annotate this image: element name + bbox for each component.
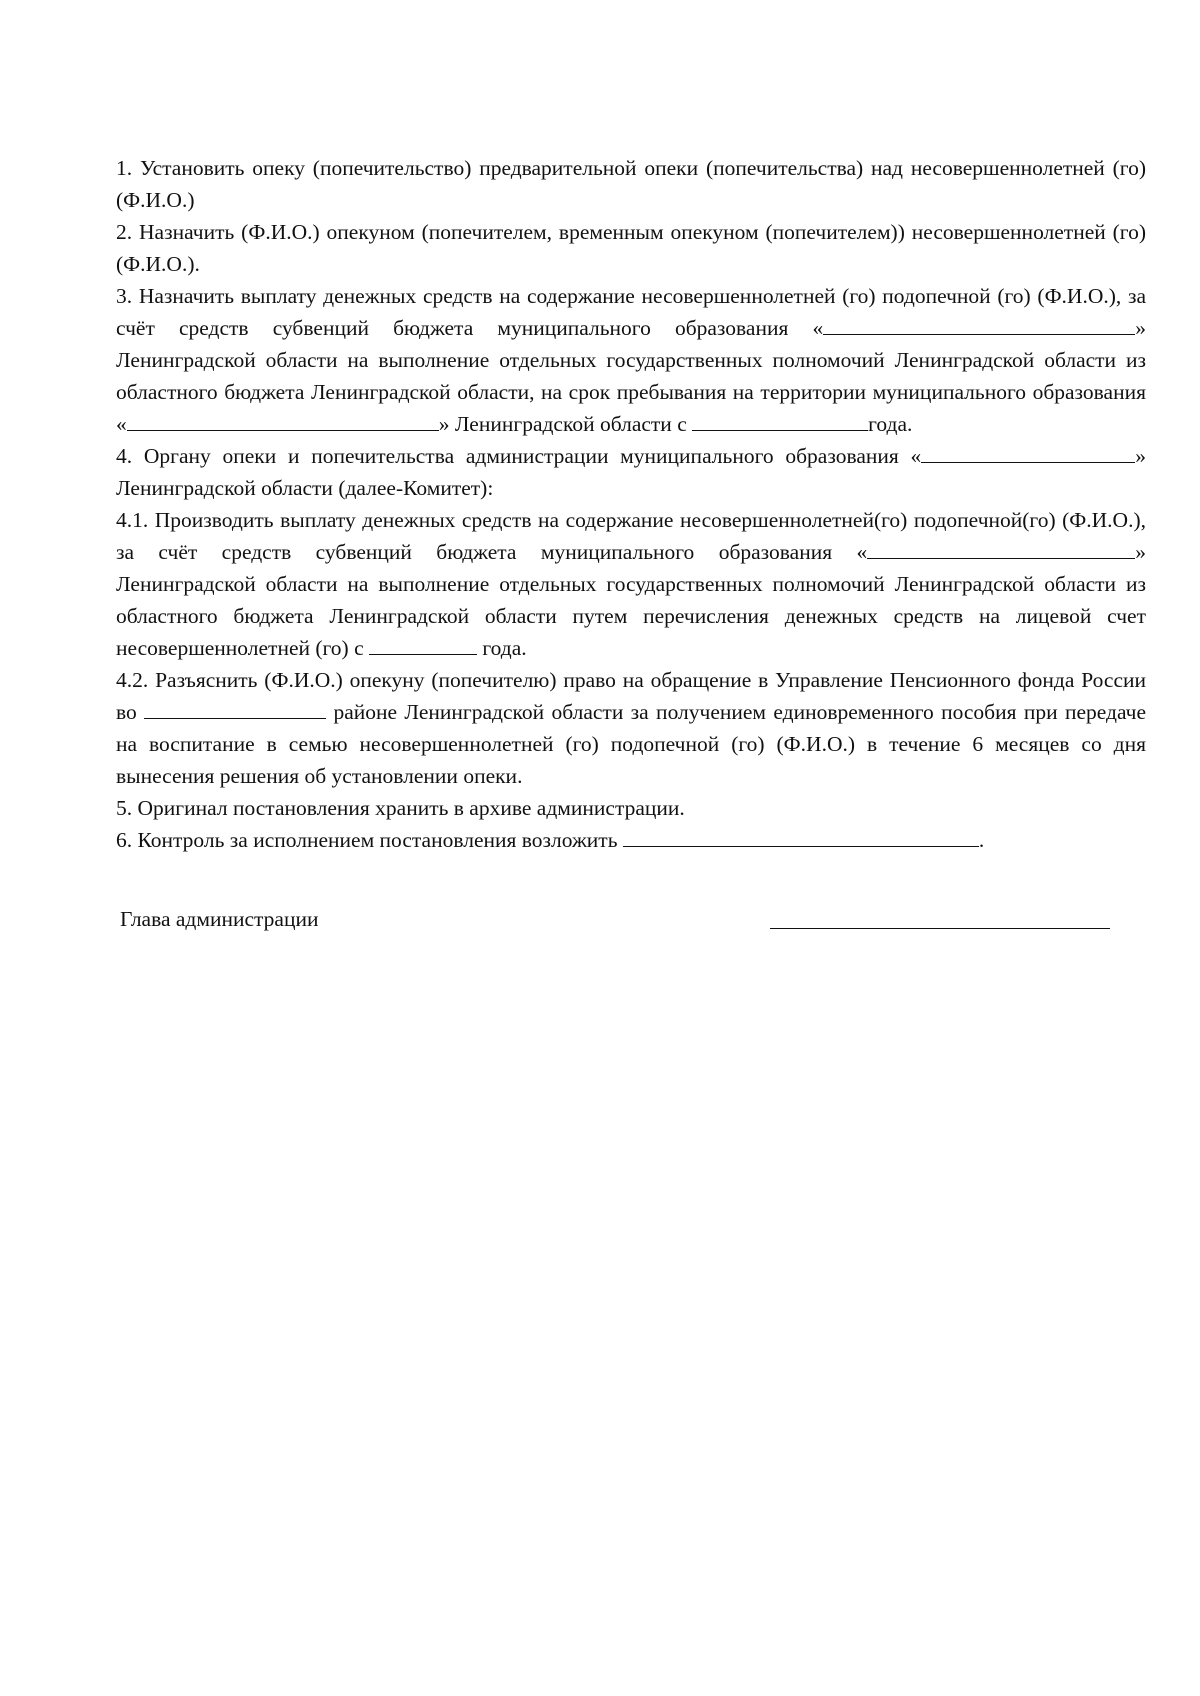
municipality-name-blank-2	[127, 409, 439, 431]
municipality-name-blank-1	[823, 313, 1135, 335]
signature-line	[770, 928, 1110, 929]
signature-label: Глава администрации	[120, 907, 319, 931]
item-4-1	[116, 504, 1146, 664]
item-3-text-c: » Ленинградской области с	[438, 412, 693, 436]
item-5	[116, 792, 1146, 824]
item-5-text: 5. Оригинал постановления хранить в архиве администрации.	[116, 796, 685, 820]
item-3-text-b: » Ленинградской области на выполнение отдельных государственных полномочий Ленинградской области из областного бюджета Ленинградской области, на срок пребывания на территории муниципального образования «	[116, 316, 1146, 436]
item-4-1-text-a: 4.1. Производить выплату денежных средств на содержание несовершеннолетней(го) подопечной(го) (Ф.И.О.), за счёт средств субвенций бюджета муниципального образования «	[116, 508, 1146, 564]
payment-date-blank	[369, 633, 477, 655]
item-4-1-text-c: года.	[477, 636, 527, 660]
item-3	[116, 280, 1146, 440]
item-3-text-a: 3. Назначить выплату денежных средств на содержание несовершеннолетней (го) подопечной (го) (Ф.И.О.), за счёт средств субвенций бюджета муниципального образования «	[116, 284, 1146, 340]
item-4-text-b: » Ленинградской области (далее-Комитет):	[116, 444, 1146, 500]
municipality-name-blank-4	[867, 537, 1135, 559]
signature-block	[120, 903, 1110, 935]
item-1-text: 1. Установить опеку (попечительство) предварительной опеки (попечительства) над несовершеннолетней (го) (Ф.И.О.)	[116, 156, 1146, 212]
item-6-text-a: 6. Контроль за исполнением постановления возложить	[116, 828, 623, 852]
item-3-text-d: года.	[868, 412, 913, 436]
item-6	[116, 824, 1146, 856]
item-4	[116, 440, 1146, 504]
item-4-1-text-b: » Ленинградской области на выполнение отдельных государственных полномочий Ленинградской области из областного бюджета Ленинградской области путем перечисления денежных средств на лицевой счет несовершеннолетней (го) с	[116, 540, 1146, 660]
start-date-blank	[692, 409, 868, 431]
item-2	[116, 216, 1146, 280]
municipality-name-blank-3	[921, 441, 1135, 463]
item-4-2-text-a: 4.2. Разъяснить (Ф.И.О.) опекуну (попечителю) право на обращение в Управление Пенсионного фонда России во	[116, 668, 1146, 724]
item-4-2-text-b: районе Ленинградской области за получением единовременного пособия при передаче на воспитание в семью несовершеннолетней (го) подопечной (го) (Ф.И.О.) в течение 6 месяцев со дня вынесения решения об установлении опеки.	[116, 700, 1146, 788]
item-6-text-b: .	[978, 828, 985, 852]
document-body	[116, 152, 1146, 856]
responsible-person-blank	[623, 825, 979, 847]
item-2-text: 2. Назначить (Ф.И.О.) опекуном (попечителем, временным опекуном (попечителем)) несовершеннолетней (го) (Ф.И.О.).	[116, 220, 1146, 276]
item-4-text-a: 4. Органу опеки и попечительства администрации муниципального образования «	[116, 444, 922, 468]
district-name-blank	[144, 697, 326, 719]
item-1	[116, 152, 1146, 216]
item-4-2	[116, 664, 1146, 792]
